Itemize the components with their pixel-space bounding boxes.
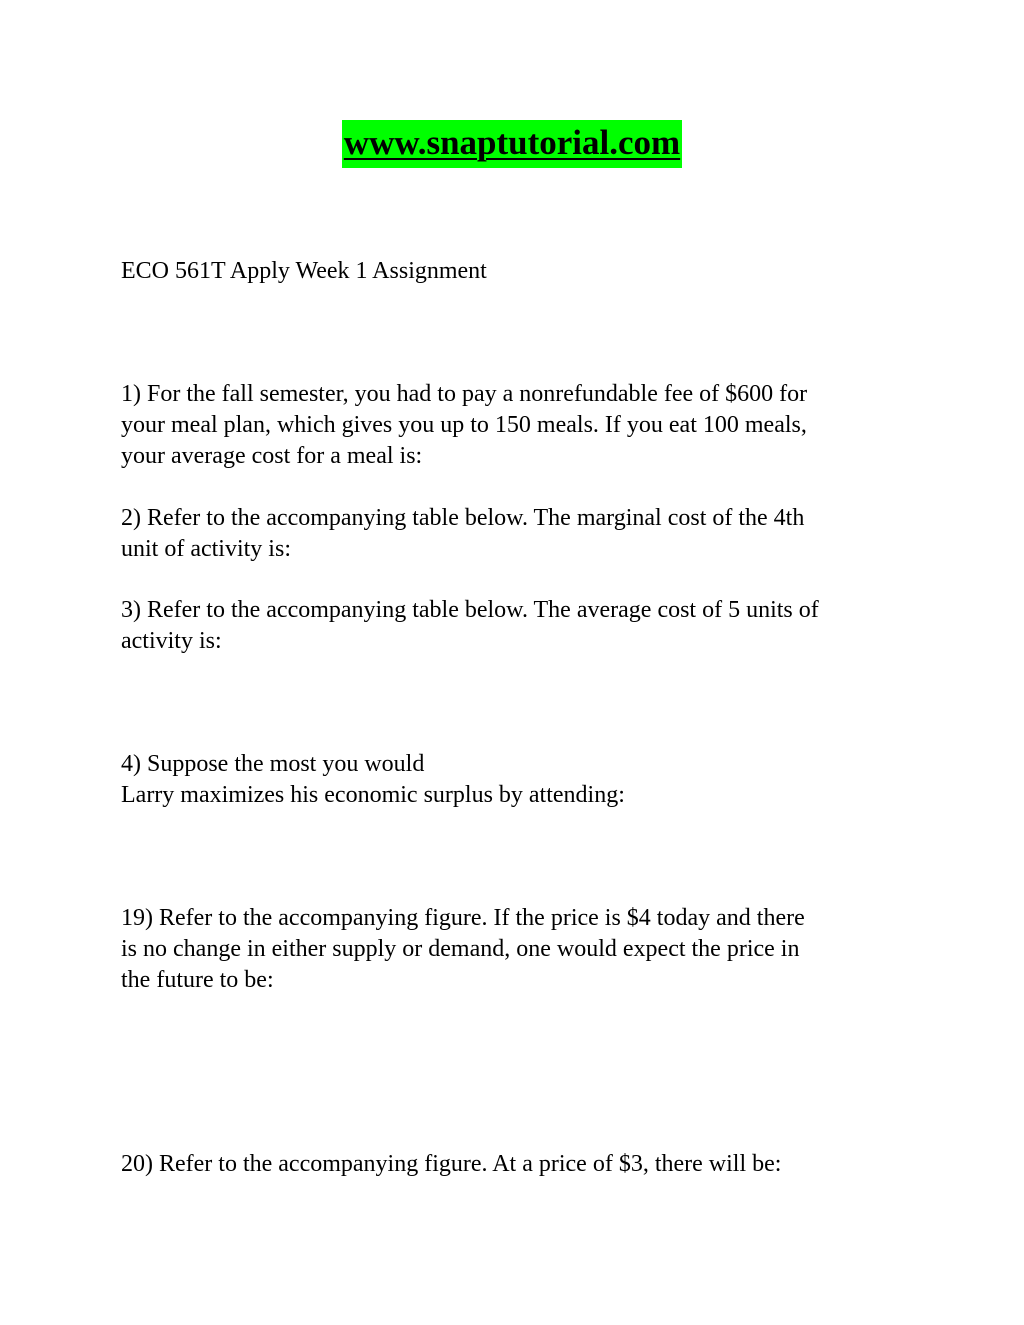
question-1-line-3: your average cost for a meal is: [121, 443, 423, 469]
question-2-line-2: unit of activity is: [121, 536, 291, 562]
question-19-line-3: the future to be: [121, 967, 274, 993]
assignment-title: ECO 561T Apply Week 1 Assignment [121, 258, 487, 284]
question-3-line-1: 3) Refer to the accompanying table below. The average cost of 5 units of [121, 597, 819, 623]
question-4-line-2: Larry maximizes his economic surplus by attending: [121, 782, 625, 808]
site-url-link[interactable]: www.snaptutorial.com [342, 120, 682, 168]
question-19-line-2: is no change in either supply or demand, one would expect the price in [121, 936, 800, 962]
question-4 [121, 749, 911, 811]
question-19-line-1: 19) Refer to the accompanying figure. If the price is $4 today and there [121, 905, 805, 931]
site-link-container [0, 120, 1024, 168]
question-2-line-1: 2) Refer to the accompanying table below. The marginal cost of the 4th [121, 505, 805, 531]
question-19 [121, 903, 911, 996]
question-2 [121, 503, 911, 565]
question-20-line-1: 20) Refer to the accompanying figure. At a price of $3, there will be: [121, 1151, 782, 1177]
question-1 [121, 379, 911, 472]
question-3-line-2: activity is: [121, 628, 222, 654]
question-3 [121, 595, 911, 657]
question-4-line-1: 4) Suppose the most you would [121, 751, 425, 777]
question-20 [121, 1149, 911, 1180]
question-1-line-2: your meal plan, which gives you up to 150 meals. If you eat 100 meals, [121, 412, 807, 438]
question-1-line-1: 1) For the fall semester, you had to pay a nonrefundable fee of $600 for [121, 381, 808, 407]
